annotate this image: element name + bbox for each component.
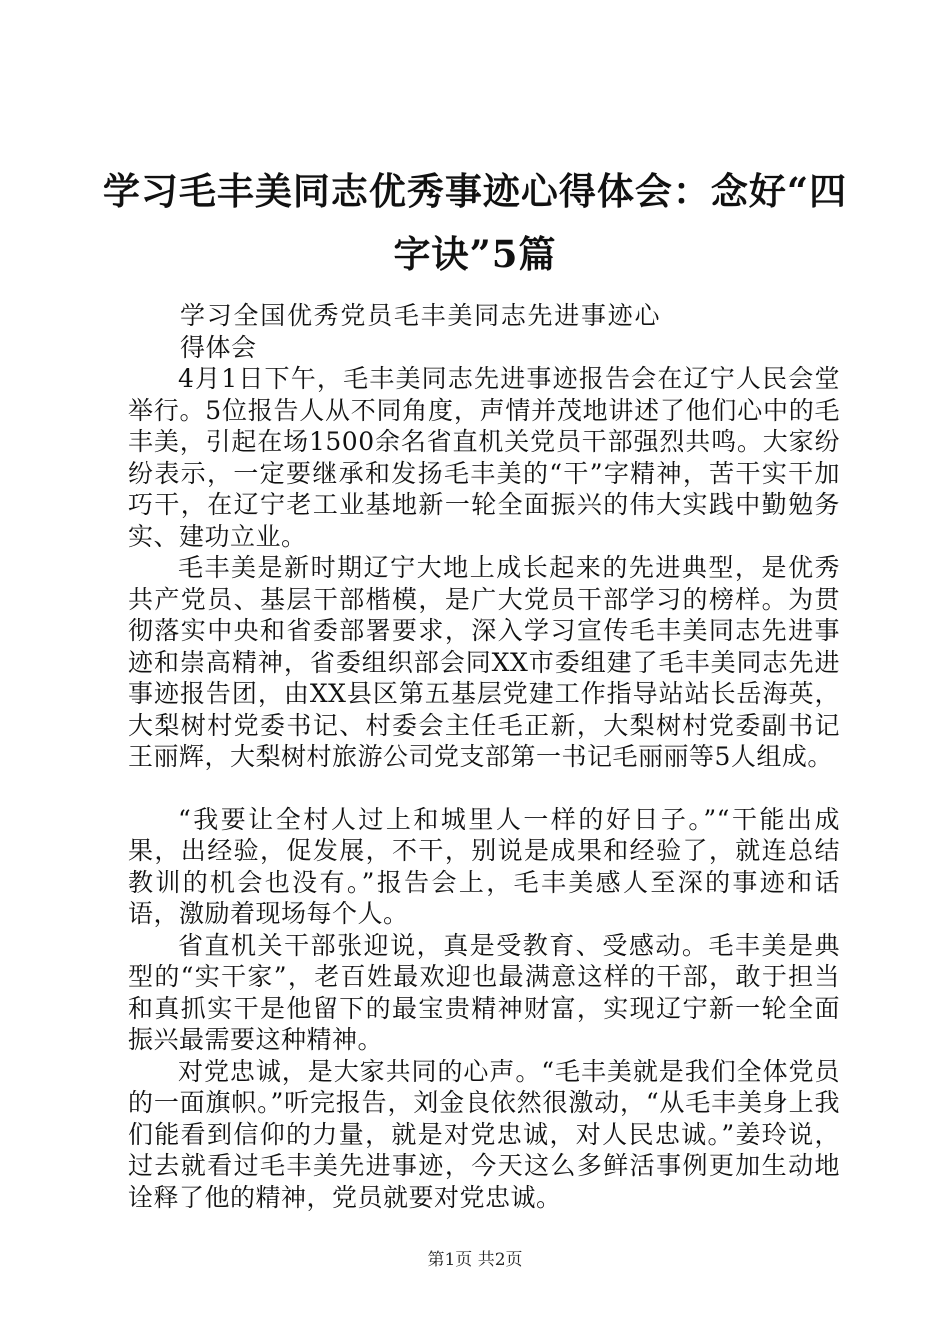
paragraph-1: 4月1日下午，毛丰美同志先进事迹报告会在辽宁人民会堂举行。5位报告人从不同角度，声情并茂地讲述了他们心中的毛丰美，引起在场1500余名省直机关党员干部强烈共鸣。大家纷纷表示，一定要继承和发扬毛丰美的“干”字精神，苦干实干加巧干，在辽宁老工业基地新一轮全面振兴的伟大实践中勤勉务实、建功立业。 [128,364,840,551]
document-subtitle: 学习全国优秀党员毛丰美同志先进事迹心得体会 [180,301,660,362]
paragraph-2: 毛丰美是新时期辽宁大地上成长起来的先进典型，是优秀共产党员、基层干部楷模，是广大党员干部学习的榜样。为贯彻落实中央和省委部署要求，深入学习宣传毛丰美同志先进事迹和崇高精神，省委组织部会同XX市委组建了毛丰美同志先进事迹报告团，由XX县区第五基层党建工作指导站站长岳海英，大梨树村党委书记、村委会主任毛正新，大梨树村党委副书记王丽辉，大梨树村旅游公司党支部第一书记毛丽丽等5人组成。 [128,553,840,771]
page-number-footer: 第1页 共2页 [427,1250,523,1270]
document-title: 学习毛丰美同志优秀事迹心得体会：念好“四字诀”5篇 [102,169,848,276]
paragraph-5: 对党忠诚，是大家共同的心声。“毛丰美就是我们全体党员的一面旗帜。”听完报告，刘金良依然很激动，“从毛丰美身上我们能看到信仰的力量，就是对党忠诚，对人民忠诚。”姜玲说，过去就看过毛丰美先进事迹，今天这么多鲜活事例更加生动地诠释了他的精神，党员就要对党忠诚。 [128,1056,840,1212]
paragraph-3: “我要让全村人过上和城里人一样的好日子。”“干能出成果，出经验，促发展，不干，别说是成果和经验了，就连总结教训的机会也没有。”报告会上，毛丰美感人至深的事迹和话语，激励着现场每个人。 [128,804,840,928]
paragraph-4: 省直机关干部张迎说，真是受教育、受感动。毛丰美是典型的“实干家”，老百姓最欢迎也最满意这样的干部，敢于担当和真抓实干是他留下的最宝贵精神财富，实现辽宁新一轮全面振兴最需要这种精神。 [128,930,840,1054]
document-body [128,300,840,1213]
